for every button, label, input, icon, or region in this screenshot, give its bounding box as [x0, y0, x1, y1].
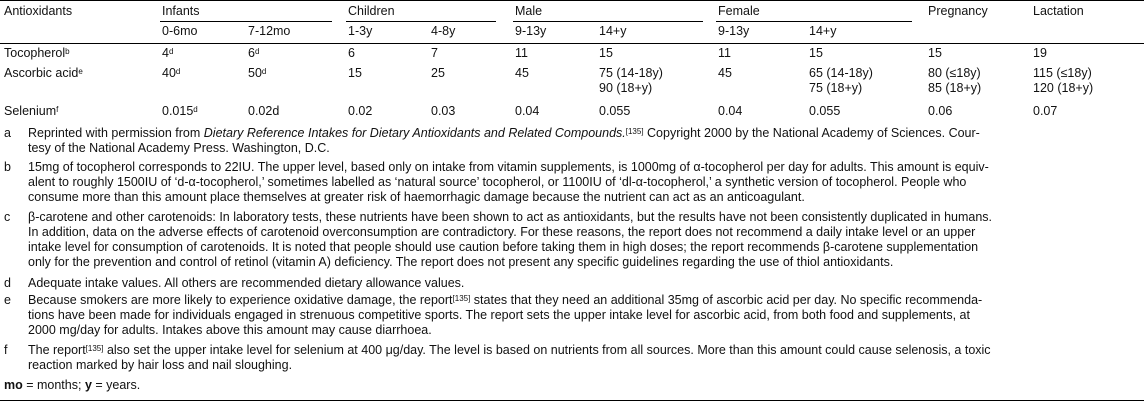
table-cell: 0.02d: [248, 104, 280, 118]
table-cell: 45: [718, 66, 732, 80]
abbreviation-legend: mo = months; y = years.: [4, 378, 141, 392]
table-cell: 7: [431, 46, 438, 60]
subheader-female-14y: 14+y: [809, 24, 837, 38]
header-pregnancy: Pregnancy: [928, 4, 988, 18]
footnote-d: d Adequate intake values. All others are recommended dietary allowance values.: [4, 276, 465, 290]
table-cell: 115 (≤18y) 120 (18+y): [1033, 66, 1094, 95]
subheader-male-14y: 14+y: [599, 24, 627, 38]
table-cell: 19: [1033, 46, 1047, 60]
footnote-e: e Because smokers are more likely to experience oxidative damage, the report[135] states that they need an additional 35mg of ascorbic acid per day. No specific recommenda- tions have been made for individuals engaged in strenuous competitive sports. The report sets the upper intake level for ascorbic acid, from both food and supplements, at 2000 mg/day for adults. Intakes above this amount may cause diarrhoea.: [4, 293, 983, 337]
footnote-c: c β-carotene and other carotenoids: In laboratory tests, these nutrients have been shown to act as antioxidants, but the results have not been consistently duplicated in humans. In addition, data on the adverse effects of carotenoid overconsumption are contradictory. For these reasons, the report does not recommend a daily intake level or an upper intake level for consumption of carotenoids. It is noted that people should use caution before taking them in high doses; the report recommends β-carotene supplementation only for the prevention and control of retinol (vitamin A) deficiency. The report does not present any specific guidelines regarding the use of thiol antioxidants.: [4, 210, 993, 269]
table-cell: 15: [928, 46, 942, 60]
subheader-infants-0-6mo: 0-6mo: [162, 24, 198, 38]
table-cell: 50$^d$: [248, 66, 267, 80]
header-children: Children: [348, 4, 395, 18]
row-name-tocopherol: Tocopherol$^b$: [4, 46, 70, 60]
table-cell: 6: [348, 46, 355, 60]
subheader-male-9-13y: 9-13y: [515, 24, 547, 38]
subheader-female-9-13y: 9-13y: [718, 24, 750, 38]
row-name-selenium: Selenium$^f$: [4, 104, 59, 118]
table-cell: 11: [515, 46, 528, 60]
table-cell: 0.04: [515, 104, 540, 118]
table-cell: 15: [348, 66, 362, 80]
subheader-children-1-3y: 1-3y: [348, 24, 373, 38]
header-rule: [0, 43, 1144, 44]
table-cell: 0.055: [599, 104, 631, 118]
table-cell: 0.03: [431, 104, 456, 118]
header-infants: Infants: [162, 4, 200, 18]
table-cell: 0.02: [348, 104, 373, 118]
table-cell: 40$^d$: [162, 66, 181, 80]
table-cell: 0.06: [928, 104, 953, 118]
table-cell: 0.055: [809, 104, 841, 118]
table-cell: 0.04: [718, 104, 743, 118]
male-spanner-line: [513, 21, 703, 22]
subheader-children-4-8y: 4-8y: [431, 24, 456, 38]
footnote-b: b 15mg of tocopherol corresponds to 22IU. The upper level, based only on intake from vitamin supplements, is 1000mg of α-tocopherol per day for adults. This amount is equiv- alent to roughly 1500IU of ‘d-α-tocopherol,’ sometimes labelled as ‘natural source’ tocopherol, or 1100IU of ‘dl-α-tocopherol,’ a synthetic version of tocopherol. People who consume more than this amount place themselves at greater risk of haemorrhagic damage because the nutrient can act as an anticoagulant.: [4, 160, 989, 204]
table-cell: 80 (≤18y) 85 (18+y): [928, 66, 982, 95]
children-spanner-line: [346, 21, 496, 22]
footnote-f: f The report[135] also set the upper intake level for selenium at 400 μg/day. The level is based on nutrients from all sources. More than this amount could cause selenosis, a toxic reaction marked by hair loss and nail sloughing.: [4, 343, 991, 372]
header-antioxidants: Antioxidants: [4, 4, 73, 18]
header-male: Male: [515, 4, 543, 18]
table-cell: 75 (14-18y) 90 (18+y): [599, 66, 663, 95]
header-female: Female: [718, 4, 760, 18]
header-lactation: Lactation: [1033, 4, 1084, 18]
infants-spanner-line: [160, 21, 332, 22]
table-cell: 45: [515, 66, 529, 80]
top-rule: [0, 0, 1144, 1]
table-cell: 0.07: [1033, 104, 1058, 118]
table-cell: 65 (14-18y) 75 (18+y): [809, 66, 873, 95]
table-cell: 4$^d$: [162, 46, 174, 60]
table-cell: 6$^d$: [248, 46, 260, 60]
footnote-a: a Reprinted with permission from Dietary Reference Intakes for Dietary Antioxidants and Related Compounds.[135] Copyright 2000 by the National Academy of Sciences. Cour- tesy of the National Academy Press. Washington, D.C.: [4, 126, 980, 155]
table-cell: 0.015$^d$: [162, 104, 198, 118]
table-cell: 11: [718, 46, 731, 60]
table-cell: 25: [431, 66, 445, 80]
subheader-infants-7-12mo: 7-12mo: [248, 24, 291, 38]
female-spanner-line: [716, 21, 912, 22]
row-name-ascorbic-acid: Ascorbic acid$^e$: [4, 66, 83, 80]
table-cell: 15: [599, 46, 613, 60]
table-cell: 15: [809, 46, 823, 60]
